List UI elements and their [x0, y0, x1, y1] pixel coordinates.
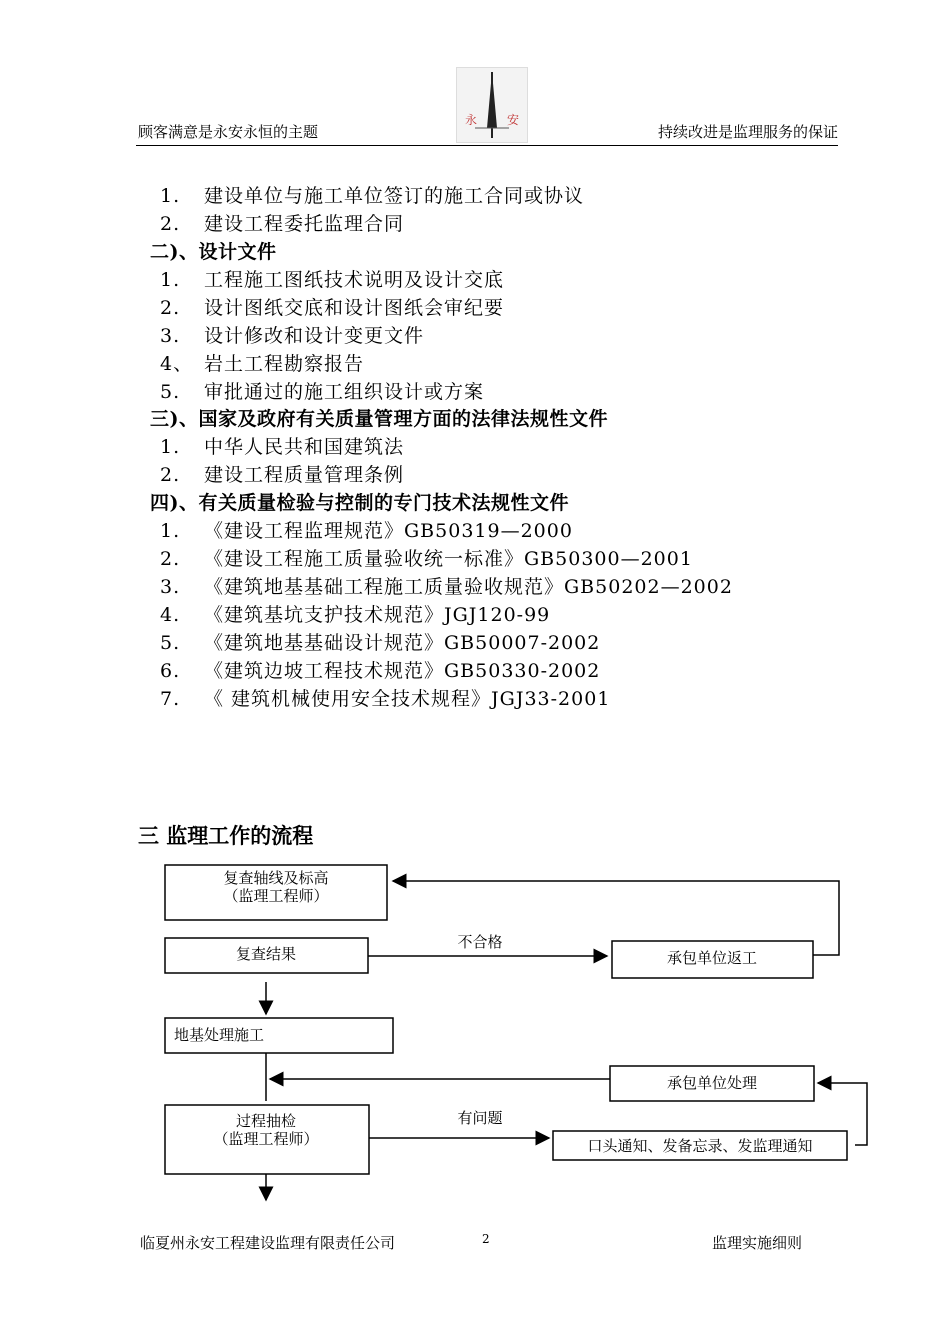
list-item-text: 设计图纸交底和设计图纸会审纪要 [204, 297, 505, 319]
footer-page-number: 2 [482, 1232, 490, 1246]
list-item-text: 工程施工图纸技术说明及设计交底 [204, 269, 505, 291]
list-item-text: 审批通过的施工组织设计或方案 [204, 381, 485, 403]
text-review-axis-1: 复查轴线及标高 [223, 869, 329, 887]
list-item-number: 2. [160, 297, 181, 319]
list-item-text: 《建设工程监理规范》GB50319—2000 [204, 520, 573, 542]
list-item-number: 4、 [160, 353, 194, 375]
label-problem: 有问题 [457, 1109, 503, 1127]
subsection-heading-text: 二)、设计文件 [150, 241, 277, 263]
text-contractor-handle: 承包单位处理 [666, 1074, 758, 1092]
list-item-text: 建设工程质量管理条例 [204, 464, 405, 486]
list-item-text: 岩土工程勘察报告 [204, 353, 365, 375]
list-item-text: 中华人民共和国建筑法 [204, 436, 405, 458]
list-item-number: 3. [160, 576, 181, 598]
list-item-text: 设计修改和设计变更文件 [204, 325, 425, 347]
list-item-number: 5. [160, 632, 181, 654]
list-item-text: 《建筑基坑支护技术规范》JGJ120-99 [204, 604, 551, 626]
section-title: 三 监理工作的流程 [138, 823, 314, 848]
list-item-text: 建设单位与施工单位签订的施工合同或协议 [204, 185, 585, 207]
list-item-text: 《 建筑机械使用安全技术规程》JGJ33-2001 [204, 688, 611, 710]
header-slogan-right: 持续改进是监理服务的保证 [657, 123, 838, 141]
footer-company: 临夏州永安工程建设监理有限责任公司 [140, 1234, 396, 1252]
list-item-number: 1. [160, 185, 181, 207]
text-spot-check-2: （监理工程师） [213, 1130, 319, 1148]
list-item-text: 《建筑边坡工程技术规范》GB50330-2002 [204, 660, 601, 682]
label-unqualified: 不合格 [457, 933, 503, 951]
svg-text:安: 安 [507, 113, 520, 127]
arrow-notice-to-handle [818, 1083, 867, 1145]
list-item-number: 6. [160, 660, 181, 682]
list-item-text: 《建设工程施工质量验收统一标准》GB50300—2001 [204, 548, 693, 570]
svg-text:永: 永 [465, 113, 478, 127]
list-item-number: 4. [160, 604, 181, 626]
subsection-heading-text: 四)、有关质量检验与控制的专门技术法规性文件 [150, 492, 569, 514]
list-item-number: 3. [160, 325, 181, 347]
list-item-number: 1. [160, 269, 181, 291]
footer-doc-name: 监理实施细则 [712, 1234, 803, 1252]
subsection-heading-text: 三)、国家及政府有关质量管理方面的法律法规性文件 [150, 408, 608, 430]
text-review-axis-2: （监理工程师） [223, 887, 329, 905]
text-notice: 口头通知、发备忘录、发监理通知 [587, 1137, 813, 1155]
list-item-number: 5. [160, 381, 181, 403]
list-item-number: 7. [160, 688, 181, 710]
list-item-number: 2. [160, 213, 181, 235]
text-spot-check-1: 过程抽检 [235, 1112, 297, 1130]
text-foundation: 地基处理施工 [173, 1026, 265, 1044]
text-contractor-rework: 承包单位返工 [666, 949, 758, 967]
header-slogan-left: 顾客满意是永安永恒的主题 [138, 123, 319, 141]
list-item-number: 1. [160, 520, 181, 542]
list-item-number: 2. [160, 464, 181, 486]
text-review-result: 复查结果 [235, 945, 297, 963]
list-item-number: 2. [160, 548, 181, 570]
list-item-text: 《建筑地基基础工程施工质量验收规范》GB50202—2002 [204, 576, 733, 598]
list-item-text: 《建筑地基基础设计规范》GB50007-2002 [204, 632, 601, 654]
list-item-number: 1. [160, 436, 181, 458]
list-item-text: 建设工程委托监理合同 [204, 213, 405, 235]
